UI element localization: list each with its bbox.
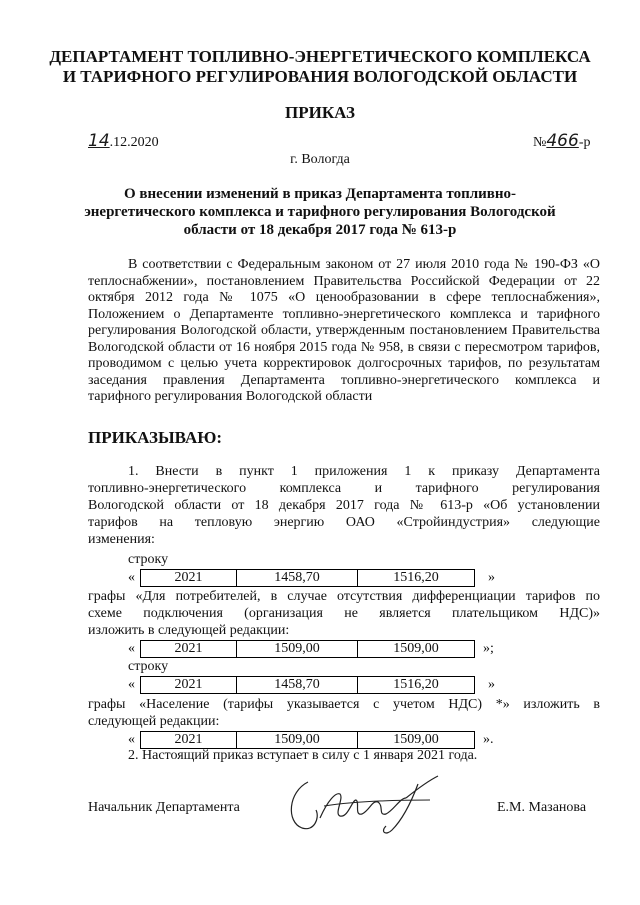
close-quote-1: » (488, 570, 495, 585)
item1-line2: топливно-энергетического комплекса и тарифного регулирования (88, 481, 600, 496)
open-quote-2: « (128, 641, 135, 656)
department-name-line1: ДЕПАРТАМЕНТ ТОПЛИВНО-ЭНЕРГЕТИЧЕСКОГО КОМПЛЕКСА (49, 47, 591, 66)
close-quote-4: ». (483, 732, 494, 747)
tariff-row-4 (140, 731, 475, 749)
close-quote-2: »; (483, 641, 494, 656)
row1-value2: 1516,20 (358, 570, 475, 587)
item1-line3: Вологодской области от 18 декабря 2017 года № 613-р «Об установлении (88, 498, 600, 513)
row4-value1: 1509,00 (237, 732, 358, 749)
number-suffix: -р (578, 135, 591, 150)
row2-value1: 1509,00 (237, 641, 358, 658)
tariff-row-1 (140, 569, 475, 587)
open-quote-1: « (128, 570, 135, 585)
date-rest: .12.2020 (109, 135, 159, 150)
row3-year: 2021 (141, 677, 237, 694)
date-day-handwritten: 14 (88, 131, 110, 151)
tariff-row-2 (140, 640, 475, 658)
department-name-line2: И ТАРИФНОГО РЕГУЛИРОВАНИЯ ВОЛОГОДСКОЙ ОБЛАСТИ (62, 67, 578, 86)
number-sign: № (533, 135, 547, 150)
row3-value2: 1516,20 (358, 677, 475, 694)
item1-line4: тарифов на тепловую энергию ОАО «Стройиндустрия» следующие (88, 515, 600, 530)
document-title (0, 185, 640, 239)
item2: 2. Настоящий приказ вступает в силу с 1 января 2021 года. (128, 748, 478, 763)
item1-line1: 1. Внести в пункт 1 приложения 1 к приказу Департамента (128, 464, 600, 479)
document-date (88, 131, 159, 151)
order-word: ПРИКАЗЫВАЮ: (88, 428, 223, 447)
item1-line5: изменения: (88, 532, 155, 547)
title-line1: О внесении изменений в приказ Департамента топливно- (123, 186, 517, 202)
row3-value1: 1458,70 (237, 677, 358, 694)
stroku-label-2: строку (128, 659, 169, 674)
grafa2-line1: графы «Население (тарифы указывается с учетом НДС) *» изложить в (88, 697, 600, 712)
preamble-paragraph: В соответствии с Федеральным законом от 27 июля 2010 года № 190-ФЗ «О теплоснабжении», постановлением Правительства Российской Федерации от 22 октября 2012 года № 1075 «О ценообразовании в сфере теплоснабжения», Положением о Департаменте топливно-энергетического комплекса и тарифного регулирования Вологодской области, утвержденным постановлением Правительства Вологодской области от 16 ноября 2015 года № 958, в связи с пересмотром тарифов, проводимом с целью учета корректировок долгосрочных тарифов, по результатам заседания правления Департамента топливно-энергетического комплекса и тарифного регулирования Вологодской области (88, 257, 600, 404)
grafa1-line1: графы «Для потребителей, в случае отсутствия дифференциации тарифов по (88, 589, 600, 604)
number-handwritten: 466 (546, 131, 579, 151)
title-line3: области от 18 декабря 2017 года № 613-р (183, 222, 457, 238)
city: г. Вологда (290, 152, 350, 167)
row4-value2: 1509,00 (358, 732, 475, 749)
row2-year: 2021 (141, 641, 237, 658)
open-quote-3: « (128, 677, 135, 692)
title-line2: энергетического комплекса и тарифного регулирования Вологодской (84, 204, 556, 220)
handwritten-signature (280, 770, 450, 840)
signer-position: Начальник Департамента (88, 800, 240, 815)
close-quote-3: » (488, 677, 495, 692)
row2-value2: 1509,00 (358, 641, 475, 658)
signer-name: Е.М. Мазанова (497, 800, 587, 815)
grafa1-line2: схеме подключения (организация не является плательщиком НДС)» (88, 606, 600, 621)
stroku-label-1: строку (128, 552, 169, 567)
document-number (533, 131, 590, 151)
tariff-row-3 (140, 676, 475, 694)
row1-year: 2021 (141, 570, 237, 587)
grafa2-line2: следующей редакции: (88, 714, 220, 729)
open-quote-4: « (128, 732, 135, 747)
row4-year: 2021 (141, 732, 237, 749)
grafa1-line3: изложить в следующей редакции: (88, 623, 290, 638)
document-type: ПРИКАЗ (285, 103, 355, 122)
row1-value1: 1458,70 (237, 570, 358, 587)
